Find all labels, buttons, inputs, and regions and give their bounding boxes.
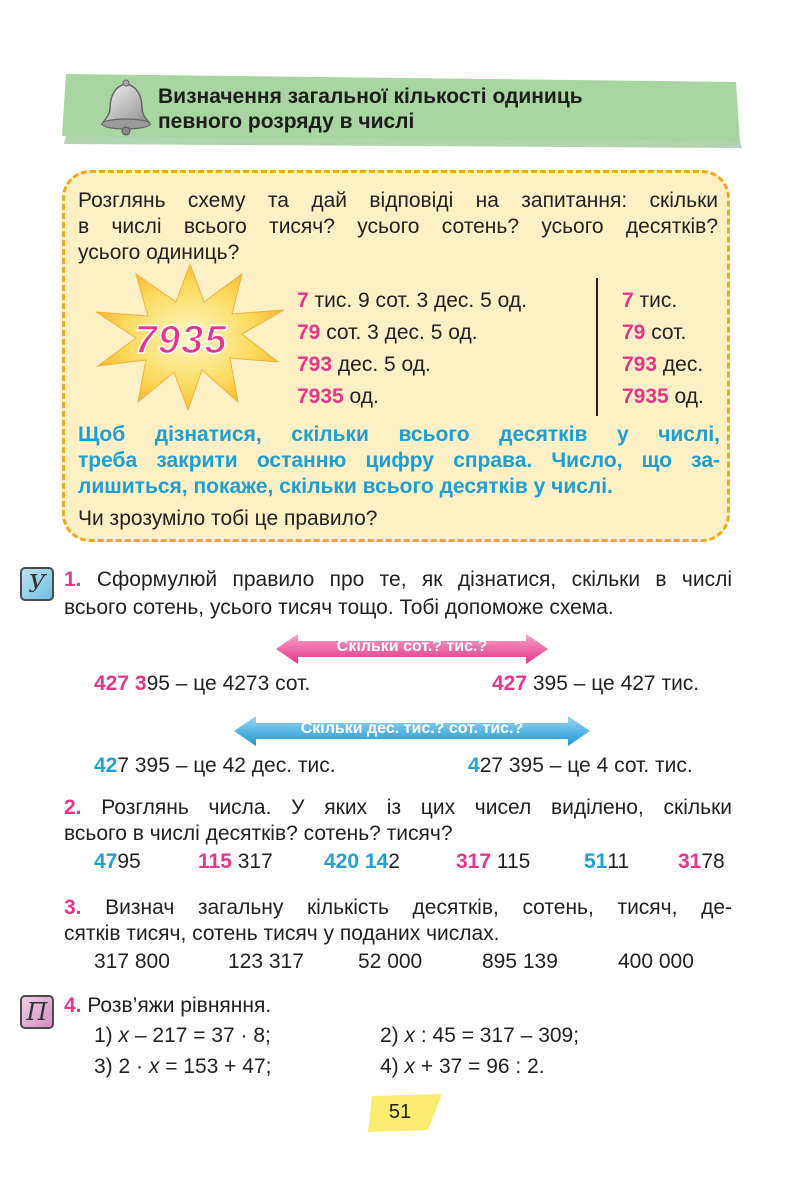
example-text: 395 – це 427 тис.: [527, 672, 700, 695]
task2-number: [198, 850, 273, 874]
variable-x: x: [148, 1055, 160, 1078]
scheme-left: [297, 285, 527, 413]
number-highlight: 31: [678, 850, 702, 873]
task2-number: [324, 850, 400, 874]
example-highlight: 4: [468, 754, 480, 777]
task2-number: [678, 850, 725, 874]
star-number: 7935: [134, 318, 228, 362]
rule-question: Чи зрозуміло тобі це правило?: [78, 507, 378, 530]
oral-task-icon: У: [20, 567, 54, 601]
scheme-num: 793: [297, 353, 333, 376]
task3-number: 895 139: [482, 950, 558, 973]
scheme-text: тис. 9 сот. 3 дес. 5 од.: [308, 289, 527, 312]
task-number: 4.: [64, 994, 82, 1017]
scheme-text: тис.: [633, 289, 678, 312]
number-highlight: 51: [584, 850, 608, 873]
section-title-line1: Визначення загальної кількості одиниць: [158, 85, 583, 108]
task3-number: 317 800: [94, 950, 170, 973]
number-highlight: 420 14: [324, 850, 389, 873]
scheme-text: сот. 3 дес. 5 од.: [320, 321, 478, 344]
task-text: Розглянь числа. У яких із цих чисел виділено, скільки: [81, 796, 732, 819]
scheme-num: 79: [622, 321, 646, 344]
scheme-num: 7: [622, 289, 634, 312]
task3-line2: сятків тисяч, сотень тисяч у поданих числах.: [64, 922, 500, 945]
scheme-text: од.: [668, 385, 704, 408]
example-3: [94, 752, 336, 780]
scheme-text: дес.: [657, 353, 704, 376]
scheme-num: 7935: [622, 385, 669, 408]
scheme-right-row: [622, 317, 704, 349]
number-highlight: 317: [456, 850, 492, 873]
task2-line1: [64, 794, 732, 822]
task-text: Сформулюй правило про те, як дізнатися, скільки в числі: [81, 568, 732, 591]
number-rest: 2: [388, 850, 400, 873]
number-rest: 95: [117, 850, 141, 873]
task2-number: [584, 850, 629, 874]
equation-3: 3) 2 · x = 153 + 47;: [94, 1055, 272, 1078]
scheme-left-row: [297, 381, 527, 413]
task-number: 2.: [64, 796, 82, 819]
example-text: 95 – це 4273 сот.: [146, 672, 311, 695]
section-title: [158, 84, 718, 134]
task3-number: 400 000: [618, 950, 694, 973]
rule-line2: треба закрити останню цифру справа. Число, що за-: [78, 449, 720, 472]
example-text: 27 395 – це 4 сот. тис.: [479, 754, 693, 777]
task2-line2: всього в числі десятків? сотень? тисяч?: [64, 822, 453, 845]
scheme-left-row: [297, 349, 527, 381]
scheme-right-row: [622, 285, 704, 317]
scheme-text: сот.: [645, 321, 687, 344]
example-1: [94, 670, 310, 698]
intro-line2: в числі всього тисяч? усього сотень? усього десятків?: [78, 215, 718, 238]
intro-line1: Розглянь схему та дай відповіді на запитання: скільки: [78, 189, 718, 212]
scheme-num: 793: [622, 353, 658, 376]
scheme-right-row: [622, 381, 704, 413]
task1-line1: [64, 566, 732, 594]
task2-number: [456, 850, 530, 874]
variable-x: x: [404, 1024, 416, 1047]
task1-line2: всього сотень, усього тисяч тощо. Тобі допоможе схема.: [64, 596, 614, 619]
scheme-left-row: [297, 317, 527, 349]
scheme-right-row: [622, 349, 704, 381]
scheme-left-row: [297, 285, 527, 317]
equation-4: 4) x + 37 = 96 : 2.: [380, 1055, 545, 1078]
scheme-right: [622, 285, 704, 413]
scheme-num: 7935: [297, 385, 344, 408]
variable-x: x: [404, 1055, 416, 1078]
scheme-num: 7: [297, 289, 309, 312]
arrow-blue-label: Скільки дес. тис.? сот. тис.?: [300, 720, 524, 737]
variable-x: x: [118, 1024, 130, 1047]
task3-number: 52 000: [358, 950, 423, 973]
task-text: Визнач загальну кількість десятків, сотень, тисяч, де-: [81, 896, 732, 919]
example-highlight: 42: [94, 754, 118, 777]
arrow-pink-label: Скільки сот.? тис.?: [336, 638, 488, 655]
example-text: 7 395 – це 42 дес. тис.: [117, 754, 336, 777]
section-title-line2: певного розряду в числі: [158, 110, 415, 133]
number-rest: 317: [231, 850, 273, 873]
example-highlight: 427 3: [94, 672, 147, 695]
task4-title: [64, 992, 271, 1020]
rule-line3: лишиться, покаже, скільки всього десятків у числі.: [78, 475, 613, 498]
equation-1: 1) x – 217 = 37 · 8;: [94, 1024, 271, 1047]
task3-line1: [64, 894, 732, 922]
number-rest: 11: [607, 850, 630, 873]
scheme-text: дес. 5 од.: [332, 353, 431, 376]
equation-2: 2) x : 45 = 317 – 309;: [380, 1024, 580, 1047]
scheme-text: од.: [343, 385, 379, 408]
bell-icon: [96, 76, 156, 136]
example-2: [492, 670, 699, 698]
scheme-num: 79: [297, 321, 321, 344]
written-task-icon: П: [20, 995, 54, 1029]
example-highlight: 427: [492, 672, 528, 695]
task-number: 1.: [64, 568, 82, 591]
number-rest: 115: [491, 850, 531, 873]
number-rest: 78: [701, 850, 725, 873]
intro-line3: усього одиниць?: [78, 241, 240, 264]
rule-line1: Щоб дізнатися, скільки всього десятків у числі,: [78, 423, 720, 446]
task3-number: 123 317: [228, 950, 304, 973]
task2-numbers: [0, 850, 800, 880]
example-4: [468, 752, 693, 780]
number-highlight: 115: [198, 850, 232, 873]
task-text: Розв’яжи рівняння.: [81, 994, 272, 1017]
task2-number: [94, 850, 141, 874]
scheme-divider: [596, 278, 598, 416]
task-number: 3.: [64, 896, 82, 919]
task3-numbers: [0, 950, 800, 980]
page-number: 51: [388, 1101, 412, 1123]
number-highlight: 47: [94, 850, 118, 873]
